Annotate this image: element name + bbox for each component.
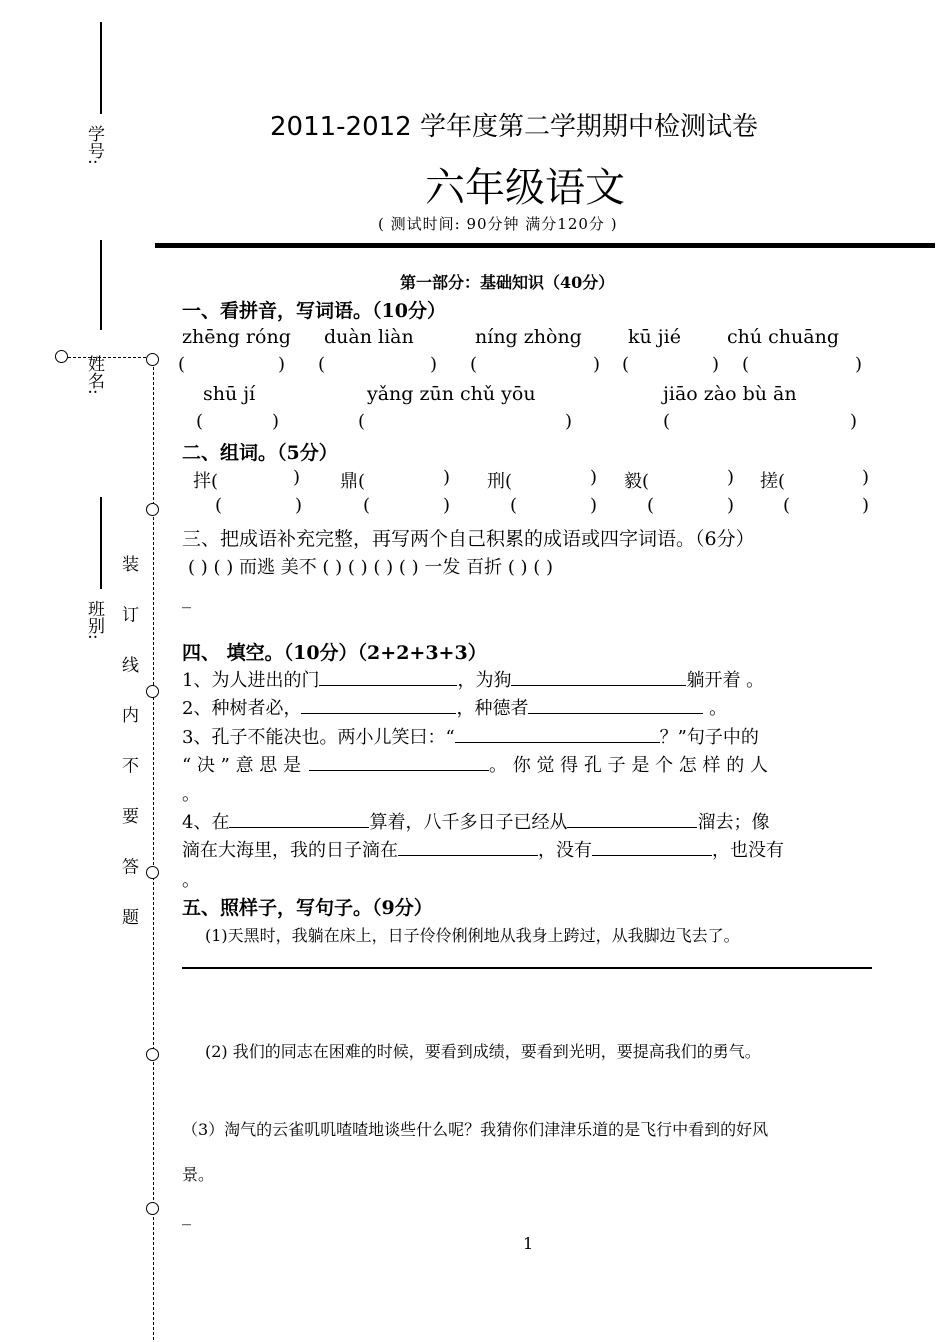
word-char: 搓(: [760, 471, 786, 492]
blank-line[interactable]: [567, 809, 697, 828]
blank-line[interactable]: [301, 695, 456, 714]
q4-text: 4、在: [182, 812, 230, 833]
q5-answer-line[interactable]: [182, 967, 872, 969]
blank-line[interactable]: [398, 837, 538, 856]
q5-example-2: (2) 我们的同志在困难的时候，要看到成绩，要看到光明，要提高我们的勇气。: [205, 1042, 761, 1061]
q4-text: 溜去；像: [697, 812, 770, 833]
q5-example-1: (1)天黑时，我躺在床上，日子伶伶俐俐地从我身上跨过，从我脚边飞去了。: [205, 926, 740, 945]
exam-subtitle: 六年级语文: [425, 165, 625, 211]
q4-text: 3、孔子不能决也。两小儿笑曰：“: [182, 727, 455, 748]
paren-close: ): [862, 495, 870, 516]
q4-item-4: [182, 808, 769, 834]
blank-line[interactable]: [592, 837, 712, 856]
paren-open: (: [742, 354, 750, 375]
pinyin: níng zhòng: [475, 326, 582, 348]
binding-hole: [146, 503, 159, 516]
binding-hole: [146, 1202, 159, 1215]
name-line: [100, 240, 102, 330]
binding-hole: [146, 1048, 159, 1061]
q4-text: 算着，八千多日子已经从: [369, 812, 568, 833]
student-no-label: 学号:: [84, 125, 104, 165]
paren-close: ): [295, 495, 303, 516]
exam-info: ( 测试时间: 90分钟 满分120分 ): [378, 215, 618, 233]
paren-close: ): [272, 411, 280, 432]
paren-close: ): [593, 354, 601, 375]
header-rule: [155, 243, 935, 248]
paren-close: ): [430, 354, 438, 375]
word-char: 鼎(: [340, 471, 366, 492]
q4-text: 躺开着 。: [686, 670, 765, 691]
paren-close: ): [590, 467, 598, 488]
paren-close: ): [293, 467, 301, 488]
q3-heading: 三、把成语补充完整，再写两个自己积累的成语或四字词语。（6分）: [182, 528, 755, 550]
paren-close: ): [855, 354, 863, 375]
q4-text: ，为狗: [457, 670, 512, 691]
blank-line[interactable]: [319, 667, 457, 686]
blank-line[interactable]: [511, 667, 686, 686]
paren-close: ): [565, 411, 573, 432]
paren-close: ): [727, 467, 735, 488]
q4-text: 滴在大海里，我的日子滴在: [182, 840, 398, 861]
q4-item-2: [182, 694, 727, 720]
q4-text: 1、为人进出的门: [182, 670, 320, 691]
q4-item-3: [182, 723, 759, 749]
binding-hole: [146, 685, 159, 698]
q5-heading: 五、照样子，写句子。（9分）: [182, 897, 433, 919]
paren-open: (: [663, 411, 671, 432]
q5-example-3-end: 景。: [182, 1165, 215, 1184]
paren-open: (: [510, 495, 518, 516]
q4-item-3-cont: [182, 751, 768, 777]
exam-title: 2011-2012 学年度第二学期期中检测试卷: [270, 112, 758, 142]
q5-answer-dash: _: [182, 1205, 191, 1226]
paren-open: (: [363, 495, 371, 516]
paren-close: ): [727, 495, 735, 516]
page-number: 1: [523, 1234, 534, 1253]
q4-text: 2、种树者必，: [182, 698, 302, 719]
q4-text: “ 决 ” 意 思 是: [182, 755, 302, 776]
paren-open: (: [196, 411, 204, 432]
q1-heading: 一、看拼音，写词语。（10分）: [182, 300, 446, 322]
paren-close: ): [443, 495, 451, 516]
binding-guide: [68, 357, 146, 358]
q4-text: ，也没有: [712, 840, 784, 861]
binding-notice: 装 订 线 内 不 要 答 题: [118, 555, 138, 939]
blank-line[interactable]: [229, 809, 369, 828]
paren-close: ): [278, 354, 286, 375]
word-char: 刑(: [487, 471, 513, 492]
binding-hole: [146, 866, 159, 879]
pinyin: kū jié: [628, 326, 682, 348]
blank-line[interactable]: [455, 724, 660, 743]
paren-close: ): [590, 495, 598, 516]
binding-hole: [55, 350, 68, 363]
q4-text: ，没有: [538, 840, 592, 861]
blank-line[interactable]: [528, 695, 703, 714]
q2-heading: 二、组词。（5分）: [182, 442, 338, 464]
q4-text: 。: [703, 698, 728, 719]
q3-answer-dash: _: [182, 588, 191, 609]
name-label: 姓名:: [84, 355, 104, 395]
paren-open: (: [647, 495, 655, 516]
paren-open: (: [622, 354, 630, 375]
paren-close: ): [862, 467, 870, 488]
paren-open: (: [178, 354, 186, 375]
binding-hole: [146, 353, 159, 366]
pinyin: shū jí: [203, 383, 256, 405]
q4-text: ？”句子中的: [659, 727, 759, 748]
q4-text: 。 你 觉 得 孔 子 是 个 怎 样 的 人: [489, 755, 768, 776]
word-char: 拌(: [193, 471, 219, 492]
paren-close: ): [443, 467, 451, 488]
q4-item-4-end: 。: [182, 870, 200, 891]
paren-open: (: [215, 495, 223, 516]
class-line: [100, 497, 102, 589]
paren-open: (: [318, 354, 326, 375]
q5-example-3: （3）淘气的云雀叽叽喳喳地谈些什么呢？我猜你们津津乐道的是飞行中看到的好风: [182, 1120, 769, 1139]
word-char: 毅(: [624, 471, 650, 492]
q3-idioms: ( ) ( ) 而逃 美不 ( ) ( ) ( ) ( ) 一发 百折 ( ) ( ): [188, 557, 554, 578]
part1-heading: 第一部分：基础知识（40分）: [400, 273, 615, 292]
q4-text: ，种德者: [456, 698, 529, 719]
pinyin: zhēng róng: [182, 326, 291, 348]
pinyin: yǎng zūn chǔ yōu: [367, 383, 536, 405]
class-label: 班别:: [84, 600, 104, 640]
q4-item-1: [182, 666, 764, 692]
paren-open: (: [470, 354, 478, 375]
paren-open: (: [358, 411, 366, 432]
student-no-line: [100, 22, 102, 114]
pinyin: duàn liàn: [324, 326, 414, 348]
q4-heading: 四、 填空。（10分）（2+2+3+3）: [182, 642, 487, 664]
paren-close: ): [712, 354, 720, 375]
paren-open: (: [783, 495, 791, 516]
q4-item-4-cont: [182, 836, 784, 862]
q4-item-3-end: 。: [182, 784, 200, 805]
pinyin: chú chuāng: [727, 326, 839, 348]
pinyin: jiāo zào bù ān: [663, 383, 797, 405]
blank-line[interactable]: [309, 752, 489, 771]
paren-close: ): [850, 411, 858, 432]
